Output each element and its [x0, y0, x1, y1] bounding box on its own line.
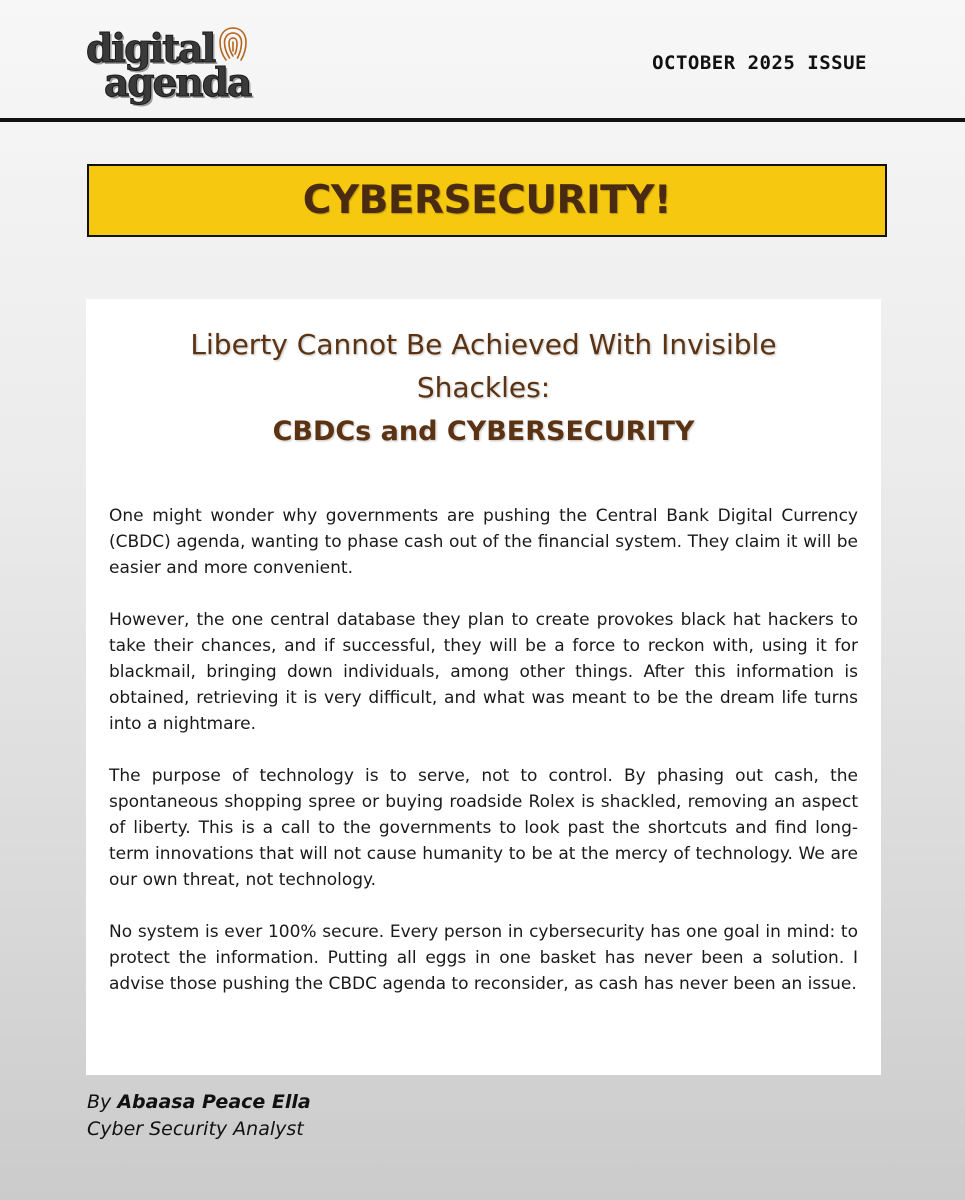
byline [87, 1089, 311, 1143]
article-paragraph: One might wonder why governments are pushing the Central Bank Digital Currency (CBDC) agenda, wanting to phase cash out of the financial system. They claim it will be easier and more convenient. [109, 506, 858, 578]
byline-prefix: By [87, 1091, 112, 1113]
author-role: Cyber Security Analyst [87, 1118, 304, 1140]
article-subtitle: CBDCs and CYBERSECURITY [272, 416, 695, 447]
brand-logo [86, 22, 301, 106]
issue-label: OCTOBER 2025 ISSUE [652, 52, 867, 74]
fingerprint-icon [216, 24, 250, 64]
section-title: CYBERSECURITY! [302, 178, 672, 223]
section-banner [87, 164, 887, 237]
article-heading [86, 323, 881, 455]
article-paragraph: However, the one central database they plan to create provokes black hat hackers to take their chances, and if successful, they will be a force to reckon with, using it for blackmail, bringing down individuals, among other things. After this information is obtained, retrieving it is very difficult, and what was meant to be the dream life turns into a nightmare. [109, 610, 858, 734]
byline-author-line [87, 1089, 311, 1116]
logo-word-agenda: agenda [104, 60, 251, 106]
logo-word-digital: digital [86, 26, 215, 72]
article-paragraph: No system is ever 100% secure. Every person in cybersecurity has one goal in mind: to protect the information. Putting all eggs in one basket has never been a solution. I advise those pushing the CBDC agenda to reconsider, as cash has never been an issue. [109, 922, 858, 994]
article-card [86, 299, 881, 1075]
author-name: Abaasa Peace Ella [117, 1091, 311, 1113]
article-title: Liberty Cannot Be Achieved With Invisible Shackles: [190, 328, 777, 404]
header-divider [0, 118, 965, 122]
article-paragraph: The purpose of technology is to serve, not to control. By phasing out cash, the spontaneous shopping spree or buying roadside Rolex is shackled, removing an aspect of liberty. This is a call to the governments to look past the shortcuts and find long-term innovations that will not cause humanity to be at the mercy of technology. We are our own threat, not technology. [109, 766, 858, 890]
article-body [109, 503, 858, 997]
